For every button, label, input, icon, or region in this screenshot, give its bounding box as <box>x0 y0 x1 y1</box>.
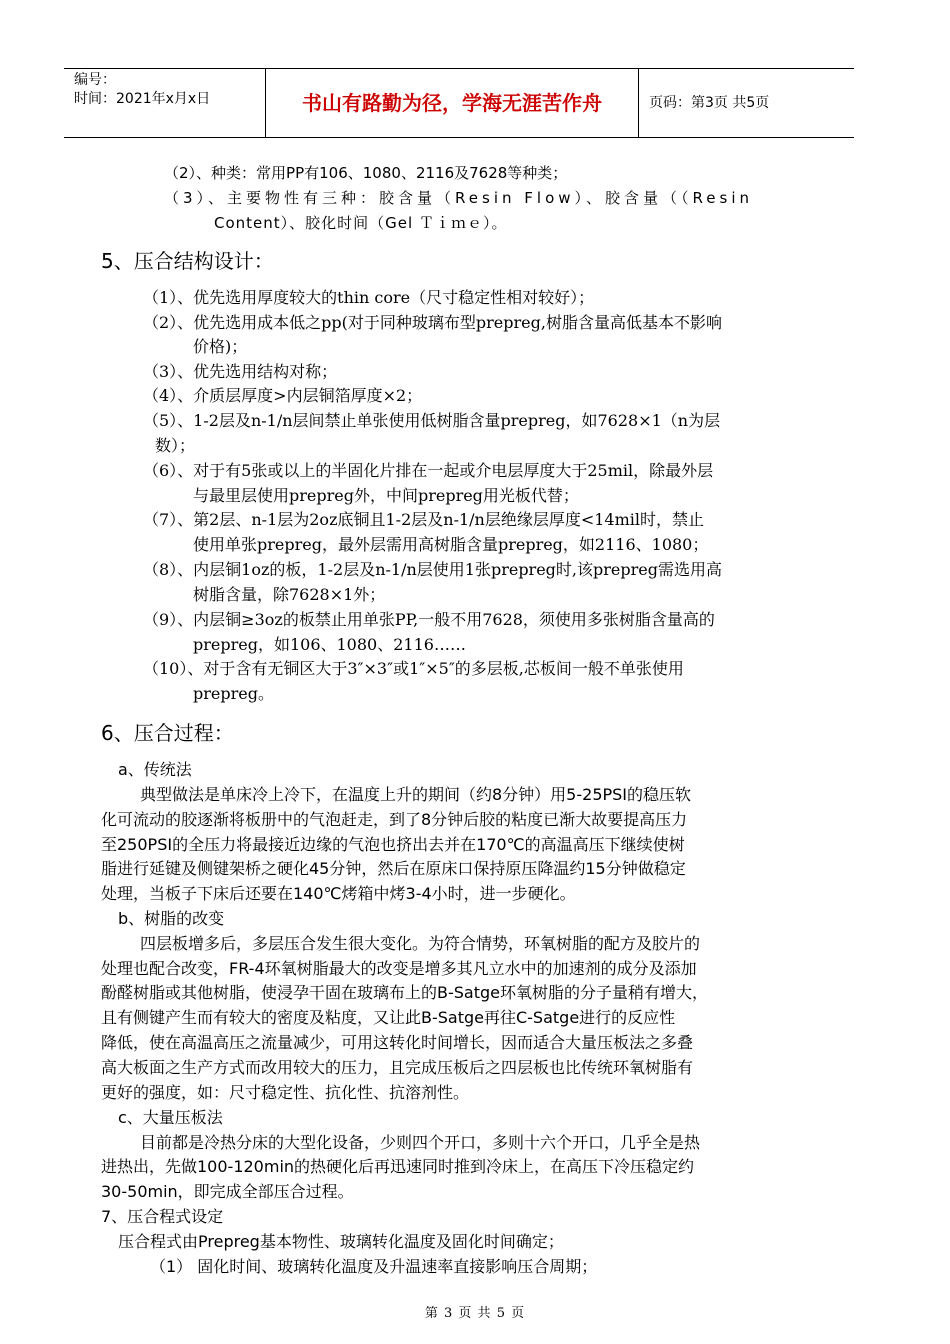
list-item: （1） 固化时间、玻璃转化温度及升温速率直接影响压合周期； <box>150 1257 598 1276</box>
list-item: （10）、对于含有无铜区大于3″×3″或1″×5″的多层板,芯板间一般不单张使用 <box>143 659 684 678</box>
section-heading: 6、压合过程： <box>101 721 234 745</box>
paragraph-line: 酚醛树脂或其他树脂，使浸孕干固在玻璃布上的B-Satge环氧树脂的分子量稍有增大， <box>101 983 708 1002</box>
header-time-label: 时间：2021年x月x日 <box>74 91 211 107</box>
list-item-continuation: 树脂含量，除7628×1外； <box>193 585 386 604</box>
list-item: （1）、优先选用厚度较大的thin core（尺寸稳定性相对较好）； <box>143 288 595 307</box>
list-item: （7）、第2层、n-1层为2oz底铜且1-2层及n-1/n层绝缘层厚度<14mil时，禁止 <box>143 510 705 529</box>
list-item-continuation: 与最里层使用prepreg外，中间prepreg用光板代替； <box>193 486 579 505</box>
document-header <box>64 68 854 138</box>
subsection-title: b、树脂的改变 <box>118 909 225 928</box>
body-line: （3）、主要物性有三种：胶含量（Resin Flow）、胶含量（（Resin <box>164 189 753 207</box>
list-item: （2）、优先选用成本低之pp(对于同种玻璃布型prepreg,树脂含量高低基本不影响 <box>143 313 722 332</box>
paragraph-line: 进热出，先做100-120min的热硬化后再迅速同时推到冷床上，在高压下冷压稳定约 <box>101 1157 695 1176</box>
list-item-continuation: prepreg。 <box>193 684 274 703</box>
header-meta <box>74 71 264 109</box>
header-page-label: 页码：第3页 共5页 <box>649 95 770 111</box>
list-item: （8）、内层铜1oz的板，1-2层及n-1/n层使用1张prepreg时,该prepreg需选用高 <box>143 560 722 579</box>
paragraph-line: 降低，使在高温高压之流量减少，可用这转化时间增长，因而适合大量压板法之多叠 <box>101 1033 694 1052</box>
list-item-continuation: 价格)； <box>193 337 248 356</box>
header-divider <box>638 69 639 137</box>
list-item-continuation: 使用单张prepreg，最外层需用高树脂含量prepreg，如2116、1080； <box>193 535 709 554</box>
paragraph-line: 高大板面之生产方式而改用较大的压力，且完成压板后之四层板也比传统环氧树脂有 <box>101 1058 694 1077</box>
list-item-continuation: 数）； <box>155 436 196 455</box>
paragraph-line: 30-50min，即完成全部压合过程。 <box>101 1182 354 1201</box>
paragraph-line: 更好的强度，如：尺寸稳定性、抗化性、抗溶剂性。 <box>101 1083 470 1102</box>
paragraph-line: 四层板增多后，多层压合发生很大变化。为符合情势，环氧树脂的配方及胶片的 <box>140 934 701 953</box>
paragraph-line: 典型做法是单床冷上冷下，在温度上升的期间（约8分钟）用5-25PSI的稳压软 <box>140 785 692 804</box>
section-heading: 7、压合程式设定 <box>101 1207 224 1226</box>
paragraph-line: 处理，当板子下床后还要在140℃烤箱中烤3-4小时，进一步硬化。 <box>101 884 576 903</box>
paragraph-line: 化可流动的胶逐渐将板册中的气泡赶走，到了8分钟后胶的粘度已渐大故要提高压力 <box>101 810 688 829</box>
list-item: （4）、介质层厚度>内层铜箔厚度×2； <box>143 386 423 405</box>
body-line: （2）、种类：常用PP有106、1080、2116及7628等种类； <box>164 164 568 182</box>
paragraph-line: 处理也配合改变，FR-4环氧树脂最大的改变是增多其凡立水中的加速剂的成分及添加 <box>101 959 697 978</box>
list-item: （5）、1-2层及n-1/n层间禁止单张使用低树脂含量prepreg，如7628×1（n为层 <box>143 411 721 430</box>
list-item-continuation: prepreg，如106、1080、2116…… <box>193 635 466 654</box>
list-item: （3）、优先选用结构对称； <box>143 362 338 381</box>
paragraph-line: 脂进行延键及侧键架桥之硬化45分钟，然后在原床口保持原压降温约15分钟做稳定 <box>101 859 686 878</box>
subsection-title: c、大量压板法 <box>118 1108 223 1127</box>
paragraph-line: 且有侧键产生而有较大的密度及粘度，又让此B-Satge再往C-Satge进行的反应性 <box>101 1008 676 1027</box>
subsection-title: a、传统法 <box>118 760 192 779</box>
paragraph-line: 压合程式由Prepreg基本物性、玻璃转化温度及固化时间确定； <box>118 1232 564 1251</box>
paragraph-line: 目前都是冷热分床的大型化设备，少则四个开口，多则十六个开口，几乎全是热 <box>140 1133 701 1152</box>
header-motto: 书山有路勤为径，学海无涯苦作舟 <box>302 91 602 115</box>
header-id-label: 编号： <box>74 72 116 88</box>
page-footer: 第 3 页 共 5 页 <box>424 1306 526 1321</box>
body-line: Content）、胶化时间（Gel Ｔｉｍｅ）。 <box>214 214 508 232</box>
section-heading: 5、压合结构设计： <box>101 249 274 273</box>
paragraph-line: 至250PSI的全压力将最接近边缘的气泡也挤出去并在170℃的高温高压下继续使树 <box>101 835 685 854</box>
list-item: （6）、对于有5张或以上的半固化片排在一起或介电层厚度大于25mil，除最外层 <box>143 461 714 480</box>
list-item: （9）、内层铜≥3oz的板禁止用单张PP,一般不用7628，须使用多张树脂含量高的 <box>143 610 715 629</box>
